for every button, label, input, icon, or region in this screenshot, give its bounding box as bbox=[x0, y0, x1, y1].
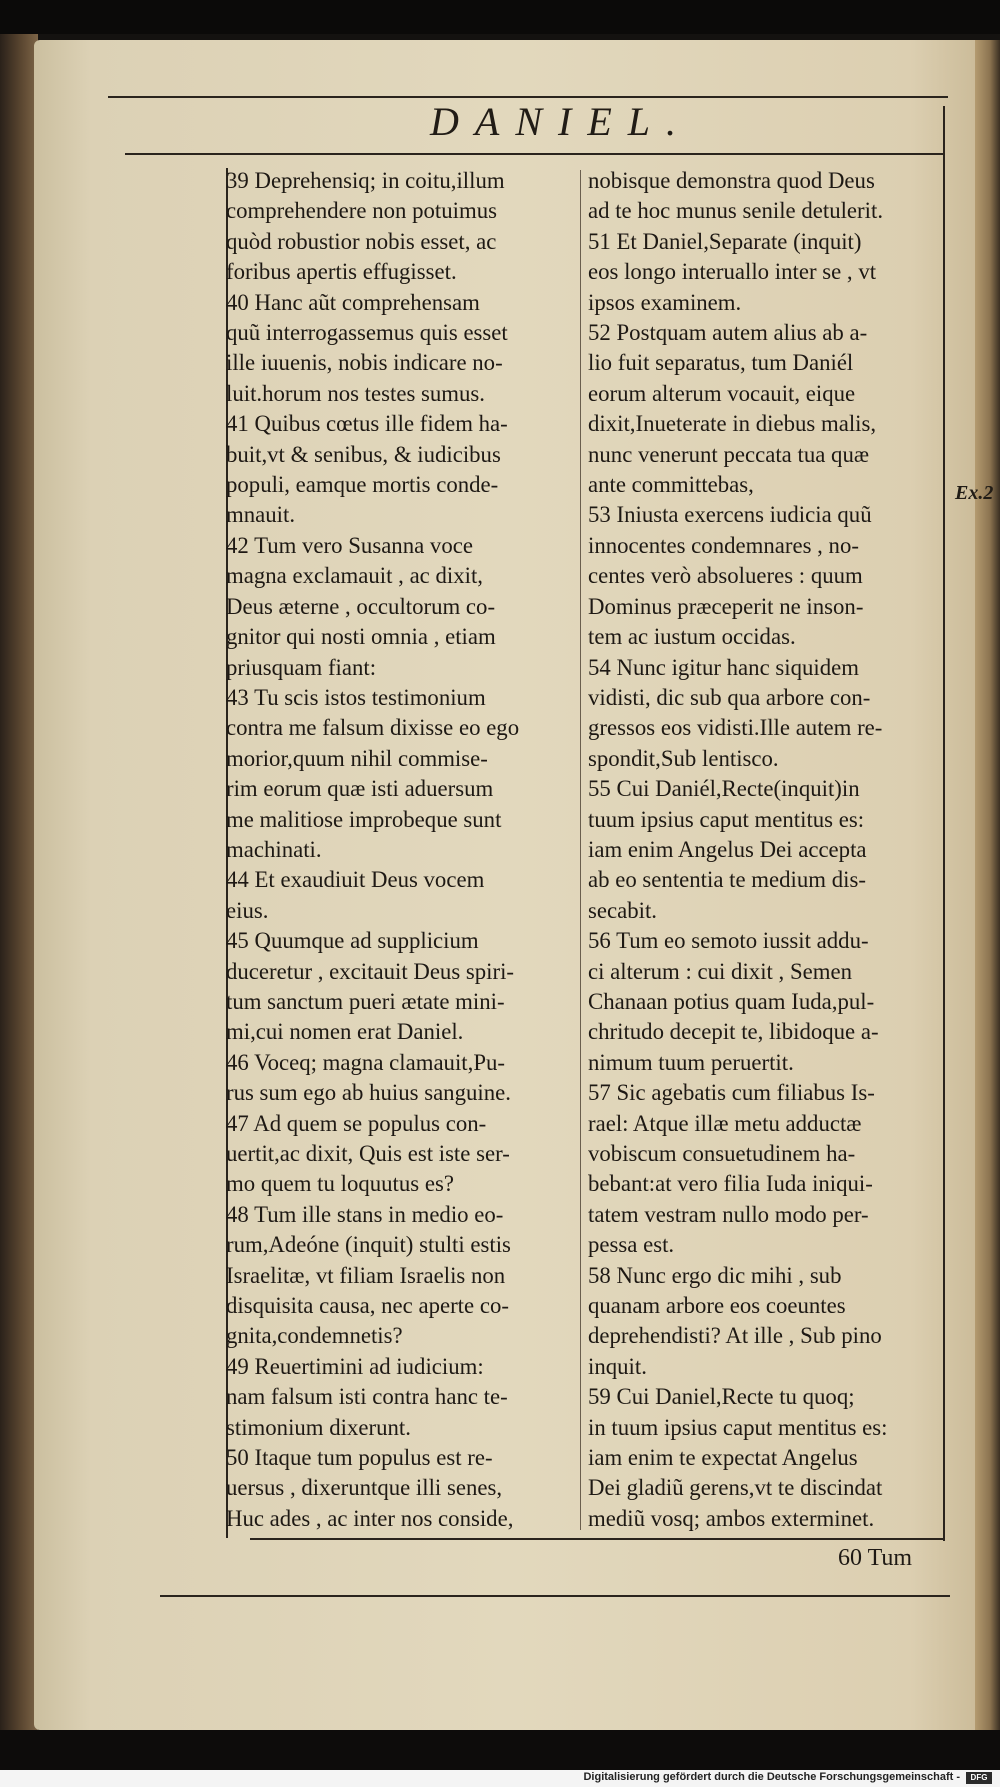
text-line: tum sanctum pueri ætate mini- bbox=[226, 988, 505, 1014]
text-line: mnauit. bbox=[226, 502, 296, 528]
text-line: iam enim Angelus Dei accepta bbox=[588, 836, 867, 862]
text-line: 53 Iniusta exercens iudicia quũ bbox=[588, 502, 872, 528]
text-line: mo quem tu loquutus es? bbox=[226, 1171, 454, 1197]
text-line: ci alterum : cui dixit , Semen bbox=[588, 958, 853, 984]
text-line: disquisita causa, nec aperte co- bbox=[226, 1293, 509, 1319]
text-line: uertit,ac dixit, Quis est iste ser- bbox=[226, 1141, 510, 1166]
text-line: ante committebas, bbox=[588, 472, 754, 498]
text-line: morior,quum nihil commise- bbox=[226, 745, 488, 771]
text-line: priusquam fiant: bbox=[226, 654, 377, 680]
text-line: nam falsum isti contra hanc te- bbox=[226, 1384, 508, 1410]
margin-note: Ex.2 bbox=[955, 482, 994, 504]
text-line: 51 Et Daniel,Separate (inquit) bbox=[588, 228, 862, 254]
text-line: chritudo decepit te, libidoque a- bbox=[588, 1019, 879, 1045]
text-line: Dei gladiũ gerens,vt te discindat bbox=[588, 1475, 883, 1501]
text-line: vidisti, dic sub qua arbore con- bbox=[588, 684, 871, 710]
text-line: ille iuuenis, nobis indicare no- bbox=[226, 350, 503, 376]
text-line: 47 Ad quem se populus con- bbox=[226, 1110, 487, 1136]
text-column-right bbox=[588, 166, 938, 1534]
text-line: vobiscum consuetudinem ha- bbox=[588, 1141, 856, 1166]
text-line: luit.horum nos testes sumus. bbox=[226, 380, 486, 406]
text-line: rim eorum quæ isti aduersum bbox=[226, 776, 494, 802]
scan-top-edge bbox=[0, 0, 1000, 34]
text-line: 42 Tum vero Susanna voce bbox=[226, 532, 473, 558]
dfg-logo: DFG bbox=[966, 1772, 992, 1784]
text-line: magna exclamauit , ac dixit, bbox=[226, 563, 483, 589]
text-line: tem ac iustum occidas. bbox=[588, 624, 796, 650]
text-line: eorum alterum vocauit, eique bbox=[588, 380, 856, 406]
text-line: duceretur , excitauit Deus spiri- bbox=[226, 958, 515, 984]
text-line: in tuum ipsius caput mentitus es: bbox=[588, 1414, 888, 1440]
text-line: 48 Tum ille stans in medio eo- bbox=[226, 1201, 504, 1227]
text-line: rael: Atque illæ metu adductæ bbox=[588, 1110, 862, 1136]
scan-bottom-edge bbox=[0, 1730, 1000, 1770]
text-line: 46 Voceq; magna clamauit,Pu- bbox=[226, 1049, 505, 1075]
text-line: 39 Deprehensiq; in coitu,illum bbox=[226, 168, 505, 193]
text-line: foribus apertis effugisset. bbox=[226, 259, 457, 285]
column-divider bbox=[580, 170, 581, 1530]
bottom-rule bbox=[250, 1538, 945, 1540]
book-binding bbox=[0, 34, 38, 1734]
text-line: 52 Postquam autem alius ab a- bbox=[588, 320, 868, 346]
text-line: rum,Adeóne (inquit) stulti estis bbox=[226, 1232, 511, 1258]
text-line: nobisque demonstra quod Deus bbox=[588, 168, 875, 193]
text-line: 45 Quumque ad supplicium bbox=[226, 928, 479, 954]
text-line: nimum tuum peruertit. bbox=[588, 1049, 794, 1075]
header-rule bbox=[125, 153, 945, 155]
text-line: rus sum ego ab huius sanguine. bbox=[226, 1080, 511, 1106]
text-line: mi,cui nomen erat Daniel. bbox=[226, 1019, 464, 1045]
text-line: spondit,Sub lentisco. bbox=[588, 745, 779, 771]
text-line: stimonium dixerunt. bbox=[226, 1414, 411, 1440]
text-line: eos longo interuallo inter se , vt bbox=[588, 259, 877, 285]
text-line: ipsos examinem. bbox=[588, 289, 742, 315]
text-line: 55 Cui Daniél,Recte(inquit)in bbox=[588, 776, 860, 802]
text-line: 59 Cui Daniel,Recte tu quoq; bbox=[588, 1384, 855, 1410]
text-line: dixit,Inueterate in diebus malis, bbox=[588, 411, 877, 437]
text-column-left bbox=[226, 166, 576, 1534]
text-line: buit,vt & senibus, & iudicibus bbox=[226, 441, 501, 467]
text-line: Deus æterne , occultorum co- bbox=[226, 593, 496, 619]
text-line: populi, eamque mortis conde- bbox=[226, 472, 499, 498]
text-line: quanam arbore eos coeuntes bbox=[588, 1293, 846, 1319]
text-line: secabit. bbox=[588, 897, 657, 923]
text-line: 57 Sic agebatis cum filiabus Is- bbox=[588, 1080, 875, 1106]
text-line: machinati. bbox=[226, 836, 322, 862]
text-line: contra me falsum dixisse eo ego bbox=[226, 715, 520, 741]
text-line: 49 Reuertimini ad iudicium: bbox=[226, 1353, 484, 1379]
text-line: 43 Tu scis istos testimonium bbox=[226, 684, 486, 710]
running-head: DANIEL. bbox=[430, 99, 692, 144]
text-line: Chanaan potius quam Iuda,pul- bbox=[588, 988, 875, 1014]
text-line: inquit. bbox=[588, 1353, 647, 1379]
text-line: tatem vestram nullo modo per- bbox=[588, 1201, 869, 1227]
text-line: Huc ades , ac inter nos conside, bbox=[226, 1505, 514, 1531]
text-line: 50 Itaque tum populus est re- bbox=[226, 1445, 493, 1471]
text-line: 44 Et exaudiuit Deus vocem bbox=[226, 867, 485, 893]
digitization-footer bbox=[0, 1770, 1000, 1787]
text-line: 40 Hanc aũt comprehensam bbox=[226, 289, 480, 315]
text-line: mediũ vosq; ambos exterminet. bbox=[588, 1505, 875, 1531]
text-line: bebant:at vero filia Iuda iniqui- bbox=[588, 1171, 873, 1197]
text-line: Dominus præceperit ne inson- bbox=[588, 593, 864, 619]
text-line: comprehendere non potuimus bbox=[226, 198, 497, 224]
text-line: 54 Nunc igitur hanc siquidem bbox=[588, 654, 859, 680]
text-line: gressos eos vidisti.Ille autem re- bbox=[588, 715, 883, 741]
text-line: deprehendisti? At ille , Sub pino bbox=[588, 1323, 882, 1349]
text-line: 56 Tum eo semoto iussit addu- bbox=[588, 928, 869, 954]
page-fore-edge bbox=[975, 40, 1000, 1730]
text-line: pessa est. bbox=[588, 1232, 675, 1258]
text-line: innocentes condemnares , no- bbox=[588, 532, 859, 558]
text-line: iam enim te expectat Angelus bbox=[588, 1445, 858, 1471]
text-line: eius. bbox=[226, 897, 269, 923]
text-line: me malitiose improbeque sunt bbox=[226, 806, 502, 832]
text-line: ab eo sententia te medium dis- bbox=[588, 867, 866, 893]
top-rule bbox=[108, 96, 948, 98]
text-line: centes verò absolueres : quum bbox=[588, 563, 863, 589]
text-line: 41 Quibus cœtus ille fidem ha- bbox=[226, 411, 508, 437]
text-line: Israelitæ, vt filiam Israelis non bbox=[226, 1262, 506, 1288]
text-line: gnita,condemnetis? bbox=[226, 1323, 403, 1349]
text-line: nunc venerunt peccata tua quæ bbox=[588, 441, 870, 467]
text-line: quòd robustior nobis esset, ac bbox=[226, 228, 497, 254]
text-line: gnitor qui nosti omnia , etiam bbox=[226, 624, 496, 650]
right-frame-rule bbox=[943, 106, 945, 1541]
text-line: lio fuit separatus, tum Daniél bbox=[588, 350, 854, 376]
footer-credit: Digitalisierung gefördert durch die Deutsche Forschungsgemeinschaft - bbox=[583, 1771, 960, 1783]
text-line: uersus , dixeruntque illi senes, bbox=[226, 1475, 503, 1501]
text-line: 58 Nunc ergo dic mihi , sub bbox=[588, 1262, 842, 1288]
text-line: tuum ipsius caput mentitus es: bbox=[588, 806, 865, 832]
text-line: quũ interrogassemus quis esset bbox=[226, 320, 508, 346]
catchword: 60 Tum bbox=[838, 1545, 913, 1571]
text-line: ad te hoc munus senile detulerit. bbox=[588, 198, 884, 224]
footer-rule bbox=[160, 1595, 950, 1597]
